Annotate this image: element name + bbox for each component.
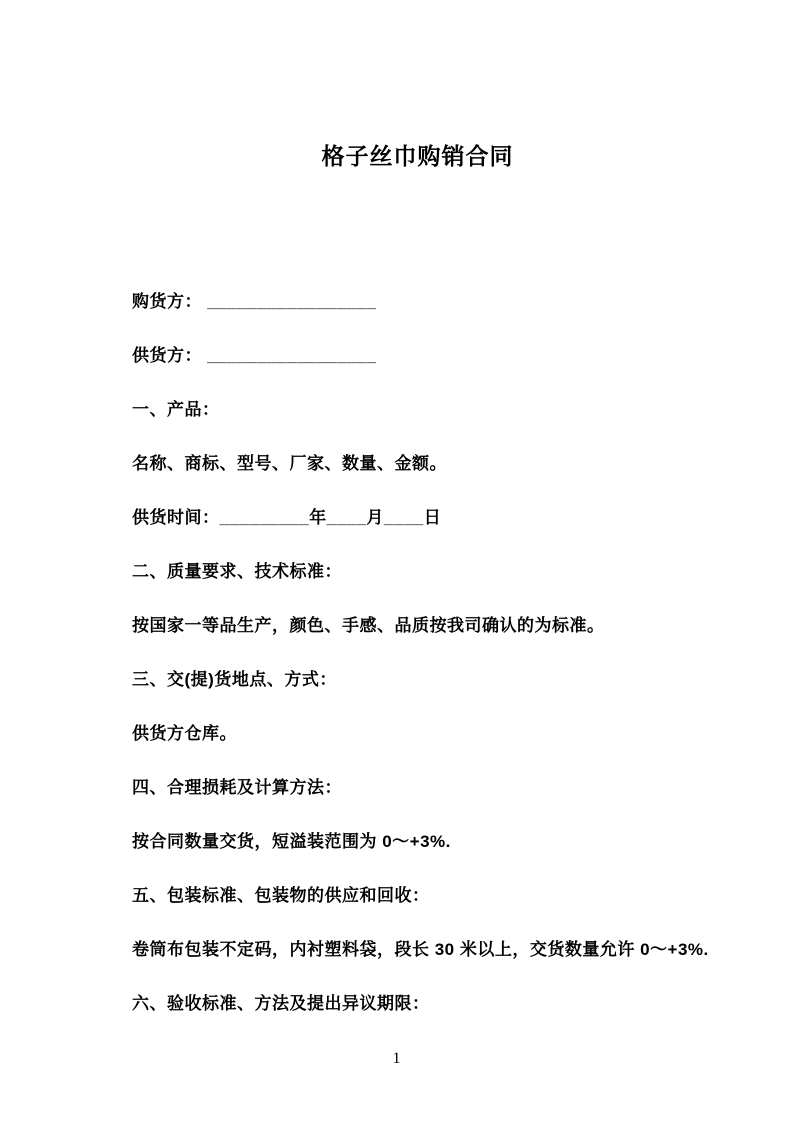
paragraph: 按合同数量交货，短溢装范围为 0～+3%.	[132, 831, 451, 851]
paragraph: 供货时间：_________年____月____日	[132, 507, 442, 527]
paragraph: 五、包装标准、包装物的供应和回收：	[132, 885, 430, 905]
page-number: 1	[392, 1050, 401, 1067]
paragraph: 供货方仓库。	[132, 723, 237, 743]
paragraph: 六、验收标准、方法及提出异议期限：	[132, 993, 430, 1013]
paragraph: 一、产品：	[132, 399, 220, 419]
paragraph: 供货方： _________________	[132, 345, 377, 365]
paragraph: 二、质量要求、技术标准：	[132, 561, 342, 581]
paragraph: 名称、商标、型号、厂家、数量、金额。	[132, 453, 447, 473]
paragraph: 四、合理损耗及计算方法：	[132, 777, 342, 797]
document-body	[132, 272, 709, 1028]
paragraph: 三、交(提)货地点、方式：	[132, 669, 337, 689]
paragraph: 按国家一等品生产，颜色、手感、品质按我司确认的为标准。	[132, 615, 605, 635]
paragraph: 购货方： _________________	[132, 291, 377, 311]
document-title: 格子丝巾购销合同	[321, 143, 514, 169]
paragraph: 卷筒布包装不定码，内衬塑料袋，段长 30 米以上，交货数量允许 0～+3%.	[132, 939, 709, 959]
